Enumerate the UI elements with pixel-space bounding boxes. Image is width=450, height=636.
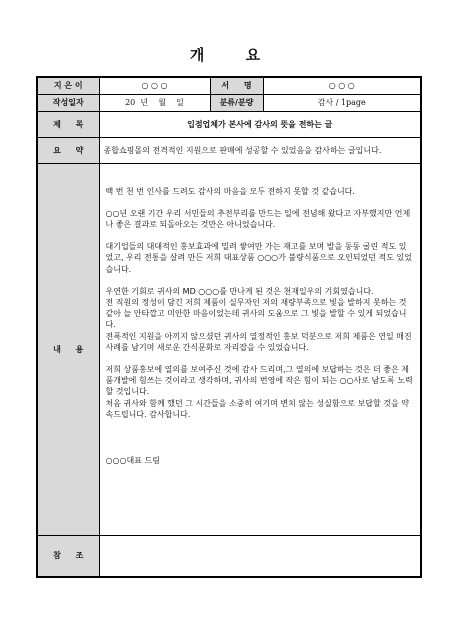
signature-value: ○ ○ ○ [263,77,421,94]
content-paragraph: 백 번 천 번 인사를 드려도 감사의 마음을 모두 전하지 못할 것 같습니다. [105,186,355,196]
subject-row [37,111,421,137]
reference-label: 참 조 [37,535,99,577]
signature-label: 서 명 [210,77,263,94]
document-title: 개 요 [189,46,279,64]
category-value: 감사 / 1page [263,94,421,111]
author-value: ○ ○ ○ [99,77,210,94]
content-paragraph: 전 직원의 정성이 담긴 저희 제품이 실무자인 저의 재량부족으로 빛을 발하지 못하는 것 같아 늘 안타깝고 미안한 마음이었는데 귀사의 도움으로 그 빛을 발할 수 있게 되었습니다. [105,297,407,330]
content-paragraph: 저희 상품홍보에 열의를 보여주신 것에 감사 드리며,그 열의에 보답하는 것은 더 좋은 제품개발에 힘쓰는 것이라고 생각하며, 귀사의 번영에 작은 힘이 되는 ○○사로 남도록 노력할 것입니다. [105,364,413,397]
content-paragraph: 처음 귀사와 함께 했던 그 시간들을 소중히 여기며 변치 않는 성실함으로 보답할 것을 약속드립니다. 감사합니다. [105,398,410,419]
reference-row [37,535,421,577]
reference-value [99,535,421,577]
date-value: 20 년 월 일 [99,94,210,111]
date-row [37,94,421,111]
content-paragraph: 대기업들의 대대적인 홍보효과에 밀려 쌓여만 가는 재고를 보며 발을 동동 굴린 적도 있었고, 우리 전통을 살려 만든 저희 대표상품 ○○○가 불량식품으로 오인되었던 적도 있었습니다. [105,242,412,274]
content-paragraph: 전폭적인 지원을 아끼지 않으셨던 귀사의 열정적인 홍보 덕분으로 저희 제품은 연일 매진 사례를 남기며 새로운 간식문화로 자리잡을 수 있었습니다. [105,331,412,352]
subject-label: 제 목 [37,111,99,137]
content-paragraph: ○○년 오랜 기간 우리 서민들의 추전부리를 만드는 일에 전념해 왔다고 자부했지만 언제나 좋은 결과로 되돌아오는 것만은 아니었습니다. [105,208,411,229]
category-label: 분류/분량 [210,94,263,111]
date-label: 작성일자 [37,94,99,111]
overview-form-table [36,76,422,578]
content-signature: ○○○대표 드림 [105,455,160,465]
content-body [99,163,421,535]
author-row [37,77,421,94]
content-paragraph: 우연한 기회로 귀사의 MD ○○○를 만나게 된 것은 천재일우의 기회였습니다. [105,286,374,296]
summary-value: 종합쇼핑몰의 전격적인 지원으로 판매에 성공할 수 있었음을 감사하는 글입니다. [99,137,421,163]
subject-value: 입점업체가 본사에 감사의 뜻을 전하는 글 [99,111,421,137]
summary-row [37,137,421,163]
summary-label: 요 약 [37,137,99,163]
content-label: 내 용 [37,163,99,535]
author-label: 지 은 이 [37,77,99,94]
content-row [37,163,421,535]
